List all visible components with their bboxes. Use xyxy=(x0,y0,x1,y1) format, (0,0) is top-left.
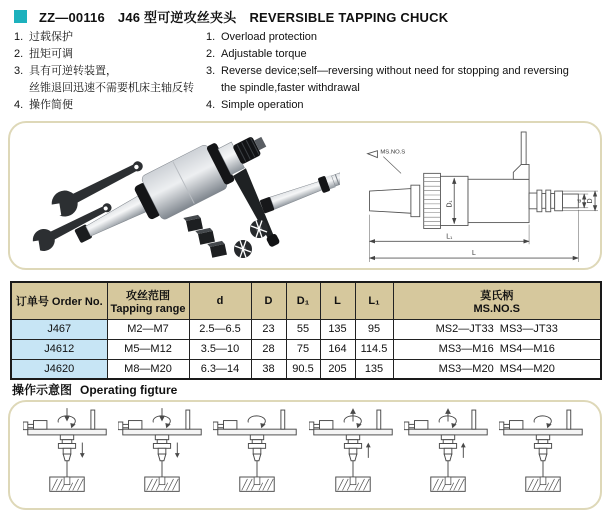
cell-range: M8—M20 xyxy=(107,359,189,379)
chuck xyxy=(534,435,551,477)
collets xyxy=(234,220,268,258)
label-d-big: D xyxy=(587,197,595,203)
cell-order: J4612 xyxy=(11,339,107,359)
feature-line xyxy=(14,29,206,46)
cell-D1: 55 xyxy=(286,319,320,339)
feature-line xyxy=(14,46,206,63)
operating-heading-en: Operating figture xyxy=(80,383,178,397)
feature-number: 1. xyxy=(206,31,216,43)
product-image-box xyxy=(8,121,602,270)
cell-d: 2.5—6.5 xyxy=(189,319,251,339)
feature-number: 3. xyxy=(14,65,24,77)
col-order-no: 订单号 Order No. xyxy=(11,282,107,319)
feature-text: Reverse device;self—reversing without need for stopping and reversing xyxy=(221,65,569,77)
feature-number: 2. xyxy=(206,48,216,60)
operating-figures xyxy=(8,400,602,510)
operating-figure xyxy=(213,406,301,504)
workpiece xyxy=(335,477,369,491)
page-header xyxy=(14,7,461,26)
chuck xyxy=(249,435,266,477)
cell-D1: 75 xyxy=(286,339,320,359)
feature-text: 丝锥退回迅速不需要机床主轴反转 xyxy=(29,82,194,94)
cell-morse: MS3—M20 MS4—M20 xyxy=(393,359,601,379)
col-L1: L₁ xyxy=(355,282,393,319)
label-l-big: L xyxy=(472,249,476,257)
feature-line xyxy=(14,63,206,80)
label-d-small: d xyxy=(577,198,584,203)
features-zh xyxy=(14,29,206,114)
col-D: D xyxy=(251,282,286,319)
workpiece xyxy=(145,477,179,491)
table-row xyxy=(11,319,601,339)
col-morse-shank: 莫氏柄 MS.NO.S xyxy=(393,282,601,319)
cell-L1: 95 xyxy=(355,319,393,339)
page-title xyxy=(39,7,461,26)
cell-order: J4620 xyxy=(11,359,107,379)
dimension-diagram xyxy=(340,123,598,269)
feature-number xyxy=(206,80,221,97)
feature-text: 具有可逆转装置， xyxy=(29,65,117,77)
operating-figure xyxy=(499,406,587,504)
feature-text: Simple operation xyxy=(221,99,304,111)
feature-line xyxy=(206,29,598,46)
product-photo xyxy=(10,123,340,269)
chuck xyxy=(59,435,76,477)
feature-line xyxy=(206,46,598,63)
cell-L1: 135 xyxy=(355,359,393,379)
label-l1: L₁ xyxy=(446,232,453,240)
feature-number: 4. xyxy=(206,99,216,111)
taper-arbor xyxy=(259,168,340,214)
cell-L: 205 xyxy=(320,359,355,379)
feature-text: Overload protection xyxy=(221,31,317,43)
feature-text: 操作简便 xyxy=(29,99,73,111)
product-model-zh: J46 型可逆攻丝夹头 xyxy=(117,10,237,25)
cell-morse: MS3—M16 MS4—M16 xyxy=(393,339,601,359)
machine-arm xyxy=(118,410,201,435)
chuck xyxy=(154,435,171,477)
operating-figure xyxy=(118,406,206,504)
col-tapping-range: 攻丝范围 Tapping range xyxy=(107,282,189,319)
workpiece xyxy=(240,477,274,491)
operating-heading-zh: 操作示意图 xyxy=(12,383,73,397)
square-nuts xyxy=(183,214,227,258)
feature-number: 4. xyxy=(14,99,24,111)
feature-text: 过载保护 xyxy=(29,31,73,43)
col-d: d xyxy=(189,282,251,319)
chuck xyxy=(439,435,456,477)
machine-arm xyxy=(213,410,296,435)
operating-figure xyxy=(23,406,111,504)
workpiece xyxy=(50,477,84,491)
operating-figure xyxy=(404,406,492,504)
chuck-assembly xyxy=(66,123,308,269)
machine-arm xyxy=(499,410,582,435)
rotation-arrow xyxy=(249,416,267,428)
cell-range: M5—M12 xyxy=(107,339,189,359)
product-title-en: REVERSIBLE TAPPING CHUCK xyxy=(249,10,449,25)
feature-number xyxy=(14,80,29,97)
feature-line xyxy=(14,80,206,97)
feature-number: 1. xyxy=(14,31,24,43)
cell-D: 23 xyxy=(251,319,286,339)
table-header-row xyxy=(11,282,601,319)
feature-line xyxy=(206,97,598,114)
feature-text: Adjustable torque xyxy=(221,48,307,60)
chuck xyxy=(344,435,361,477)
table-row xyxy=(11,339,601,359)
features-en xyxy=(206,29,598,114)
feature-line xyxy=(206,63,598,80)
label-ms-no-s: MS.NO.S xyxy=(380,149,406,156)
workpiece xyxy=(430,477,464,491)
label-d1: D₁ xyxy=(446,199,454,208)
feature-number: 3. xyxy=(206,65,216,77)
col-D1: D₁ xyxy=(286,282,320,319)
accent-square-icon xyxy=(14,10,27,23)
feature-text: the spindle,faster withdrawal xyxy=(221,82,360,94)
operating-heading xyxy=(12,381,185,398)
cell-D: 38 xyxy=(251,359,286,379)
rotation-arrow xyxy=(534,416,552,428)
feature-line xyxy=(14,97,206,114)
table-row xyxy=(11,359,601,379)
cell-order: J467 xyxy=(11,319,107,339)
col-L: L xyxy=(320,282,355,319)
feature-number: 2. xyxy=(14,48,24,60)
cell-range: M2—M7 xyxy=(107,319,189,339)
feature-line xyxy=(206,80,598,97)
cell-D1: 90.5 xyxy=(286,359,320,379)
product-code: ZZ—00116 xyxy=(39,10,105,25)
cell-D: 28 xyxy=(251,339,286,359)
feature-text: 扭矩可调 xyxy=(29,48,73,60)
cell-L1: 114.5 xyxy=(355,339,393,359)
machine-arm xyxy=(23,410,106,435)
cell-d: 3.5—10 xyxy=(189,339,251,359)
cell-L: 135 xyxy=(320,319,355,339)
feature-lists xyxy=(14,29,598,114)
operating-figure xyxy=(309,406,397,504)
workpiece xyxy=(526,477,560,491)
spec-table xyxy=(10,281,602,380)
cell-d: 6.3—14 xyxy=(189,359,251,379)
cell-morse: MS2—JT33 MS3—JT33 xyxy=(393,319,601,339)
cell-L: 164 xyxy=(320,339,355,359)
